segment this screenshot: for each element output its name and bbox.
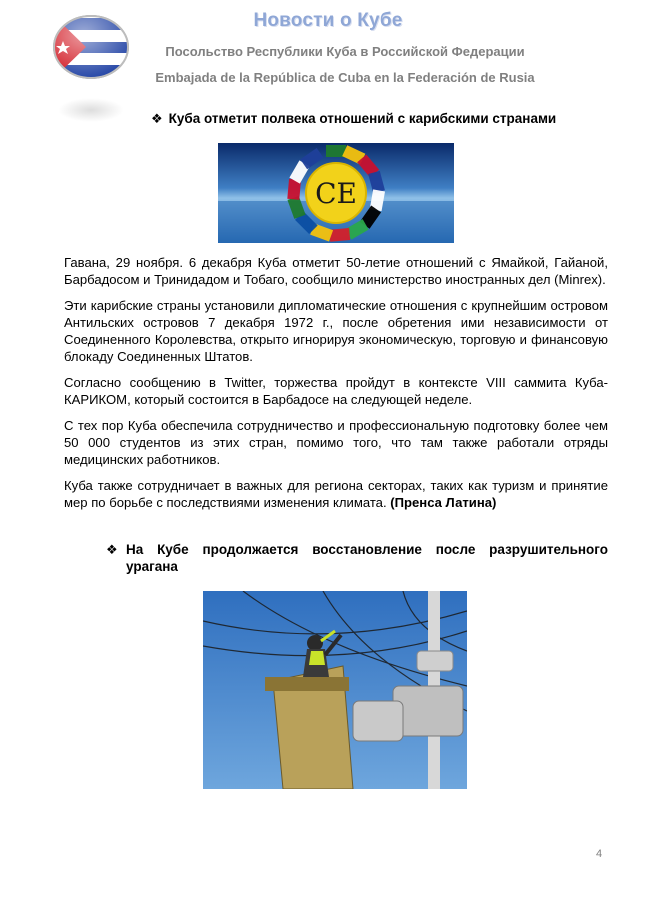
article2-headline [106, 541, 608, 575]
paragraph: Согласно сообщению в Twitter, торжества пройдут в контексте VIII саммита Куба-КАРИКОМ, который состоится в Барбадосе на следующей неделе. [64, 375, 608, 407]
paragraph-last [64, 477, 608, 511]
page-header [0, 0, 656, 110]
electric-lineman-photo [203, 591, 467, 789]
logo-shadow [58, 98, 124, 122]
paragraph: Эти карибские страны установили дипломатические отношения с крупнейшим островом Антильских островов 7 декабря 1972 г., после обретения ими независимости от Соединенного Королевства, открыто игнорируя экономическую, торговую и финансовую блокаду Соединенных Штатов. [64, 298, 608, 364]
article1-headline-text: Куба отметит полвека отношений с карибскими странами [168, 111, 557, 126]
embassy-name-es: Embajada de la República de Cuba en la Federación de Rusia [155, 70, 535, 85]
paragraph: С тех пор Куба обеспечила сотрудничество и профессиональную подготовку более чем 50 000 студентов из этих стран, помимо того, что там также работали отряды медицинских работников. [64, 418, 608, 467]
article1-headline [151, 110, 591, 127]
article2-headline-text: На Кубе продолжается восстановление после разрушительного урагана [126, 542, 608, 574]
newsletter-title: Новости о Кубе [253, 10, 403, 31]
article-source: (Пренса Латина) [390, 495, 497, 510]
article1-body [64, 254, 608, 520]
embassy-name-ru: Посольство Республики Куба в Российской Федерации [165, 44, 525, 59]
page-number: 4 [596, 848, 603, 860]
paragraph: Гавана, 29 ноября. 6 декабря Куба отметит 50-летие отношений с Ямайкой, Гайаной, Барбадосом и Тринидадом и Тобаго, сообщило министерство иностранных дел (Minrex). [64, 255, 608, 287]
diamond-bullet-icon: ❖ [151, 111, 163, 126]
caricom-logo-sea-image [218, 143, 454, 243]
diamond-bullet-icon: ❖ [106, 542, 118, 557]
paragraph-last-text: Куба также сотрудничает в важных для региона секторах, таких как туризм и принятие мер по борьбе с последствиями изменения климата. [64, 478, 608, 510]
caricom-logo-letters: CE [315, 177, 357, 210]
